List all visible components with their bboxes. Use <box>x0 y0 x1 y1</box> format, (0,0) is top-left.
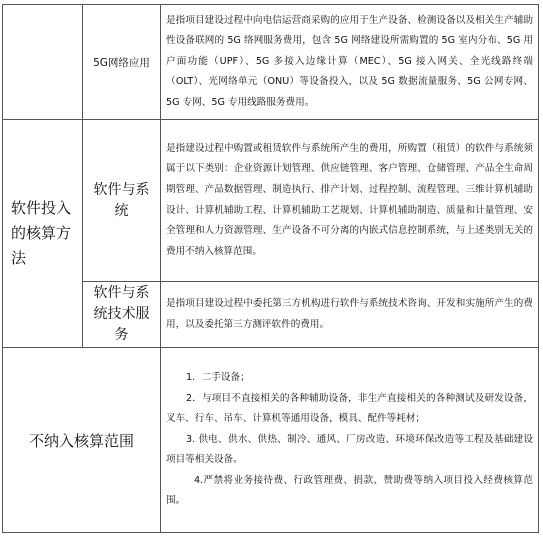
accounting-scope-table <box>2 4 539 533</box>
subcategory-software-system: 软件与系统 <box>83 120 161 282</box>
excluded-line-4: 4.严禁将业务接待费、行政管理费、捐款、赞助费等纳入项目投入经费核算范围。 <box>166 474 533 507</box>
description-excluded-scope <box>161 348 539 533</box>
table-row <box>3 282 539 348</box>
subcategory-software-tech-service: 软件与系统技术服务 <box>83 282 161 348</box>
subcategory-5g-network: 5G网络应用 <box>83 5 161 120</box>
excluded-line-3: 3. 供电、供水、供热、制冷、通风、厂房改造、环境环保改造等工程及基础建设项目等相关设备。 <box>166 433 533 466</box>
category-software-accounting: 软件投入的核算方法 <box>3 120 83 348</box>
category-excluded-scope: 不纳入核算范围 <box>3 348 161 533</box>
table-row <box>3 5 539 120</box>
description-software-system: 是指建设过程中购置或租赁软件与系统所产生的费用，所购置（租赁）的软件与系统须属于以下类别：企业资源计划管理、供应链管理、客户管理、仓储管理、产品全生命周期管理、产品数据管理、制造执行、排产计划、过程控制、流程管理、三维计算机辅助设计、计算机辅助工程、计算机辅助工艺规划、计算机辅助制造、质量和计量管理、安全管理和人力资源管理、生产设备不可分离的内嵌式信息控制系统，与上述类别无关的费用不纳入核算范围。 <box>161 120 539 282</box>
excluded-line-2: 2．与项目不直接相关的各种辅助设备，非生产直接相关的各种测试及研发设备，叉车、行车、吊车、计算机等通用设备，模具、配件等耗材； <box>166 392 533 425</box>
category-cell-empty <box>3 5 83 120</box>
table-row <box>3 120 539 282</box>
description-5g-network: 是指项目建设过程中向电信运营商采购的应用于生产设备、检测设备以及相关生产辅助性设备联网的 5G 络网服务费用，包含 5G 网络建设所需购置的 5G 室内分布、5G 用户面功能（UPF）、5G 多接入边缘计算（MEC）、5G 接入网关、全光线路终端（OLT）、光网络单元（ONU）等设备投入，以及 5G 数据流量服务、5G 公网专网、5G 专网、5G 专用线路服务费用。 <box>161 5 539 120</box>
excluded-line-1: 1．二手设备； <box>186 371 250 383</box>
table-row <box>3 348 539 533</box>
description-software-tech-service: 是指项目建设过程中委托第三方机构进行软件与系统技术咨询、开发和实施所产生的费用，以及委托第三方测评软件的费用。 <box>161 282 539 348</box>
